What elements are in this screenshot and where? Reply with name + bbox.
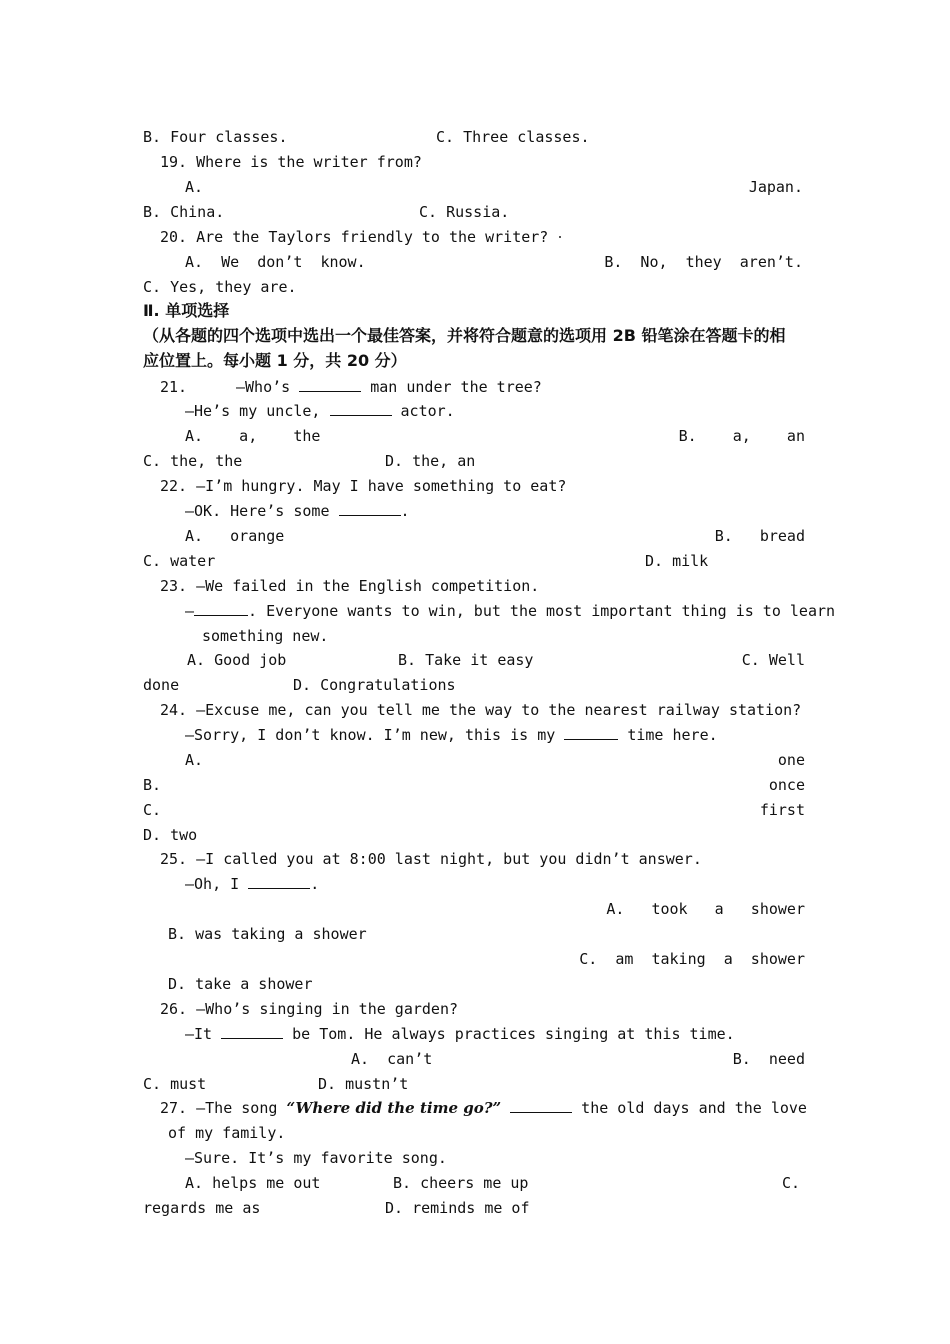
answer-blank xyxy=(330,401,392,416)
q22-option-d: D. milk xyxy=(645,552,709,570)
answer-blank xyxy=(299,377,361,392)
q25-stem: 25. —I called you at 8:00 last night, but you didn’t answer. xyxy=(160,850,702,868)
q23-line3: something new. xyxy=(202,627,329,645)
answer-blank xyxy=(221,1024,283,1039)
q24-option-a-letter: A. xyxy=(185,751,204,769)
stray-dot xyxy=(559,236,561,238)
q25-option-d: D. take a shower xyxy=(168,975,313,993)
q20-option-a: A. We don’t know. xyxy=(185,253,366,271)
q19-option-a-letter: A. xyxy=(185,178,204,196)
q21-option-a: A. a, the xyxy=(185,427,321,445)
q23-option-c-cont: done xyxy=(143,676,180,694)
q21-line1: —Who’s man under the tree? xyxy=(236,378,542,396)
q24-stem: 24. —Excuse me, can you tell me the way to the nearest railway station? xyxy=(160,701,802,719)
q27-line3: —Sure. It’s my favorite song. xyxy=(185,1149,447,1167)
q24-option-b-letter: B. xyxy=(143,776,162,794)
q22-line2: —OK. Here’s some . xyxy=(185,502,410,520)
q23-option-a: A. Good job xyxy=(187,651,287,669)
q25-option-a: A. took a shower xyxy=(606,900,805,918)
answer-blank xyxy=(339,501,401,516)
q26-option-c: C. must xyxy=(143,1075,207,1093)
answer-blank xyxy=(248,874,310,889)
q21-number: 21. xyxy=(160,378,188,396)
answer-blank xyxy=(510,1098,572,1113)
q27-option-a: A. helps me out xyxy=(185,1174,321,1192)
q27-line1: 27. —The song “Where did the time go?” the old days and the love xyxy=(160,1099,807,1117)
q23-option-b: B. Take it easy xyxy=(398,651,534,669)
q26-option-d: D. mustn’t xyxy=(318,1075,409,1093)
q27-line2: of my family. xyxy=(168,1124,286,1142)
q24-line2: —Sorry, I don’t know. I’m new, this is my time here. xyxy=(185,726,718,744)
answer-blank xyxy=(564,725,618,740)
q25-line2: —Oh, I . xyxy=(185,875,320,893)
q26-option-a: A. can’t xyxy=(351,1050,433,1068)
q22-option-c: C. water xyxy=(143,552,216,570)
song-title: “Where did the time go?” xyxy=(286,1099,502,1117)
q19-stem: 19. Where is the writer from? xyxy=(160,153,422,171)
q26-option-b: B. need xyxy=(732,1050,805,1068)
q27-option-c-letter: C. xyxy=(781,1174,800,1192)
q18-option-c: C. Three classes. xyxy=(436,128,590,146)
q19-option-b: B. China. xyxy=(143,203,225,221)
q25-option-c: C. am taking a shower xyxy=(579,950,805,968)
q23-option-c: C. Well xyxy=(741,651,805,669)
q24-option-a-text: one xyxy=(777,751,805,769)
q24-option-b-text: once xyxy=(768,776,805,794)
q26-line2: —It be Tom. He always practices singing at this time. xyxy=(185,1025,735,1043)
section-title: Ⅱ. 单项选择 xyxy=(143,301,230,320)
q24-option-d: D. two xyxy=(143,826,198,844)
section-instructions-line1: （从各题的四个选项中选出一个最佳答案，并将符合题意的选项用 2B 铅笔涂在答题卡的相 xyxy=(143,326,786,345)
q24-option-c-letter: C. xyxy=(143,801,162,819)
q23-line2: — . Everyone wants to win, but the most important thing is to learn xyxy=(185,602,836,620)
q23-option-d: D. Congratulations xyxy=(293,676,456,694)
q20-option-c: C. Yes, they are. xyxy=(143,278,297,296)
q21-option-b: B. a, an xyxy=(678,427,805,445)
q22-stem: 22. —I’m hungry. May I have something to eat? xyxy=(160,477,567,495)
q19-option-a-text: Japan. xyxy=(748,178,803,196)
q27-option-c-text: regards me as xyxy=(143,1199,261,1217)
q20-stem: 20. Are the Taylors friendly to the writer? xyxy=(160,228,549,246)
q22-option-b: B. bread xyxy=(714,527,805,545)
q23-stem: 23. —We failed in the English competition. xyxy=(160,577,540,595)
q20-option-b: B. No, they aren’t. xyxy=(604,253,803,271)
q26-stem: 26. —Who’s singing in the garden? xyxy=(160,1000,459,1018)
section-instructions-line2: 应位置上。每小题 1 分，共 20 分） xyxy=(143,351,407,370)
q21-option-d: D. the, an xyxy=(385,452,476,470)
q21-line2: —He’s my uncle, actor. xyxy=(185,402,455,420)
q18-option-b: B. Four classes. xyxy=(143,128,288,146)
q19-option-c: C. Russia. xyxy=(419,203,510,221)
q24-option-c-text: first xyxy=(759,801,805,819)
q22-option-a: A. orange xyxy=(185,527,285,545)
q27-option-b: B. cheers me up xyxy=(393,1174,529,1192)
answer-blank xyxy=(194,601,248,616)
q25-option-b: B. was taking a shower xyxy=(168,925,367,943)
q27-option-d: D. reminds me of xyxy=(385,1199,530,1217)
q21-option-c: C. the, the xyxy=(143,452,243,470)
